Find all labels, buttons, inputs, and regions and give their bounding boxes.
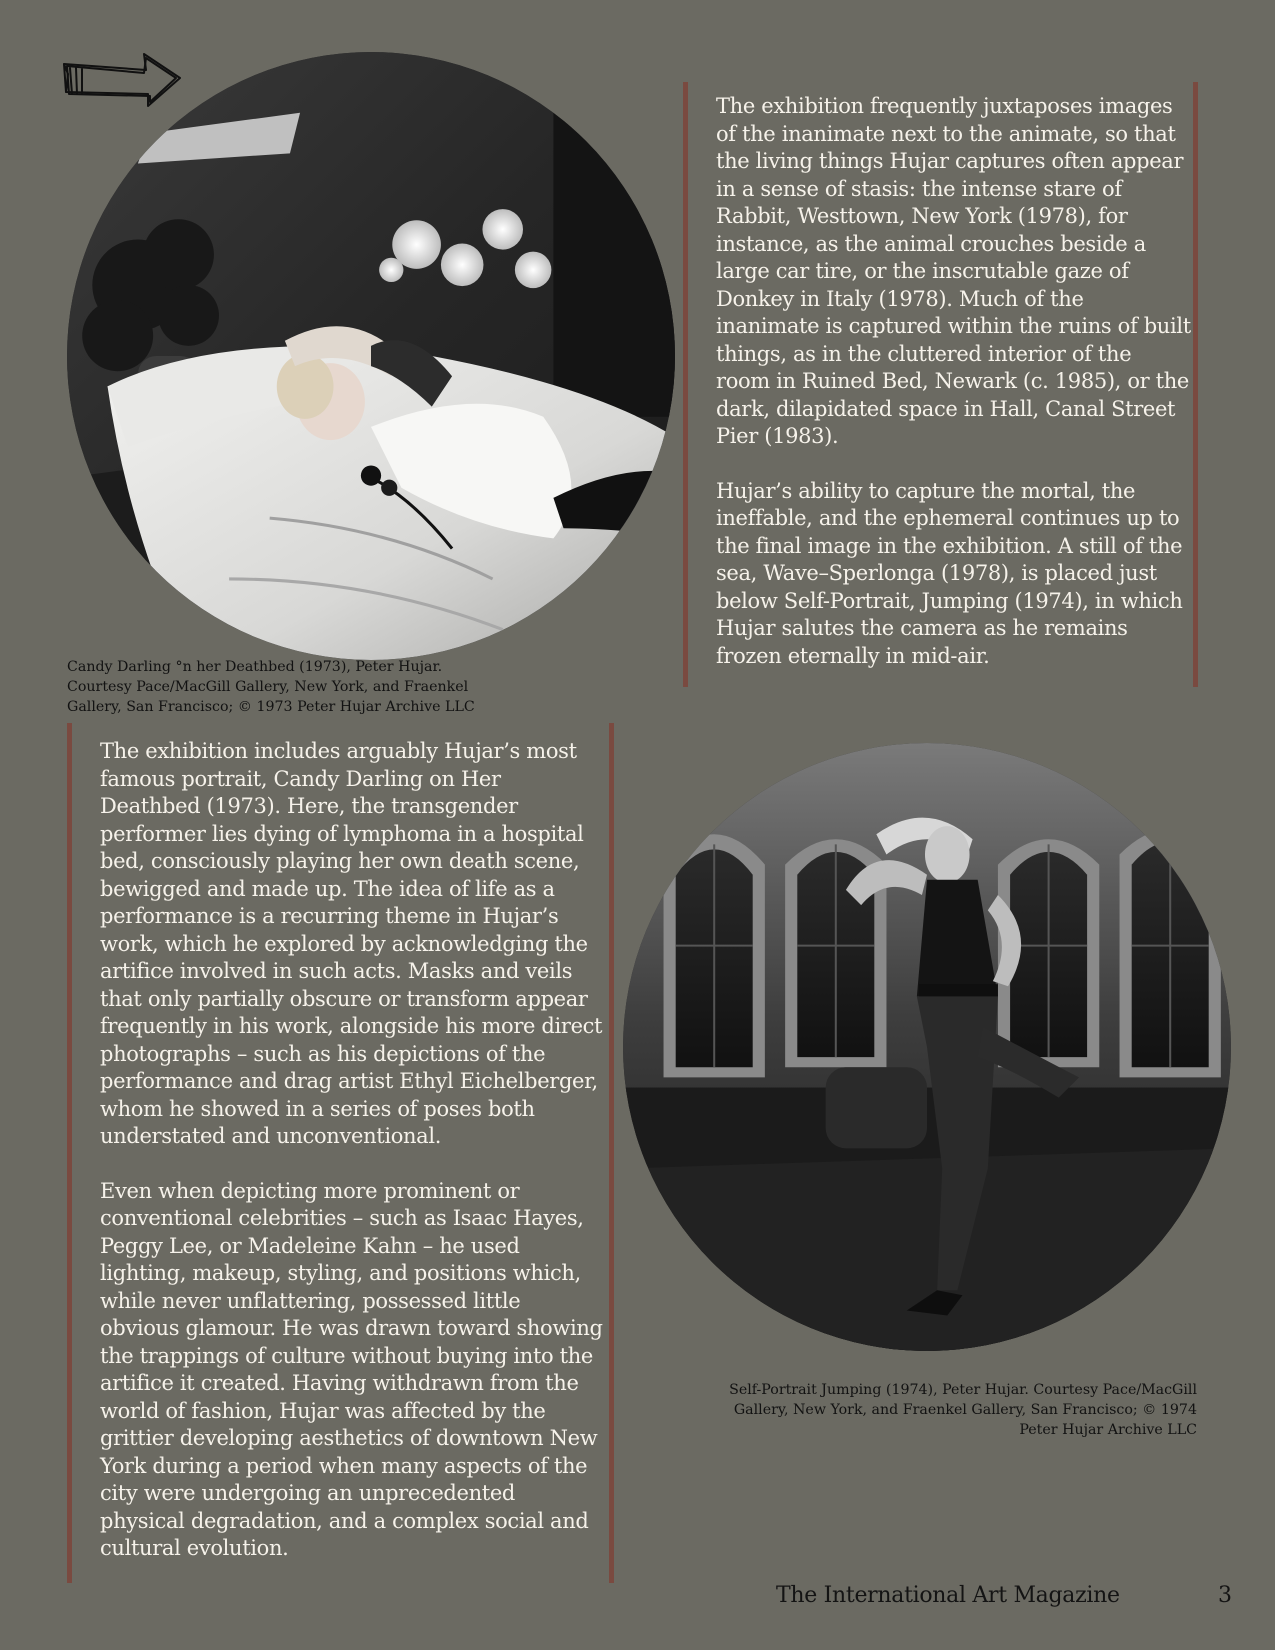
magazine-title: The International Art Magazine xyxy=(776,1583,1120,1608)
candy-darling-caption: Candy Darling °n her Deathbed (1973), Peter Hujar. Courtesy Pace/MacGill Gallery, New York, and Fraenkel Gallery, San Francisco; © 1973 Peter Hujar Archive LLC xyxy=(67,659,475,715)
article-column-bottom-left xyxy=(67,723,614,1583)
article-column-top-right xyxy=(683,82,1198,687)
paragraph-candy-darling: The exhibition includes arguably Hujar’s most famous portrait, Candy Darling on Her Deathbed (1973). Here, the transgender performer lies dying of lymphoma in a hospital bed, consciously playing her own death scene, bewigged and made up. The idea of life as a performance is a recurring theme in Hujar’s work, which he explored by acknowledging the artifice involved in such acts. Masks and veils that only partially obscure or transform appear frequently in his work, alongside his more direct photographs – such as his depictions of the performance and drag artist Ethyl Eichelberger, whom he showed in a series of poses both understated and unconventional. xyxy=(100,739,603,1148)
paragraph-final-image: Hujar’s ability to capture the mortal, the ineffable, and the ephemeral continues up to the final image in the exhibition. A still of the sea, Wave–Sperlonga (1978), is placed just below Self-Portrait, Jumping (1974), in which Hujar salutes the camera as he remains frozen eternally in mid-air. xyxy=(716,478,1183,668)
candy-darling-photo xyxy=(67,52,675,660)
self-portrait-caption: Self-Portrait Jumping (1974), Peter Hujar. Courtesy Pace/MacGill Gallery, New York, and Fraenkel Gallery, San Francisco; © 1974 Peter Hujar Archive LLC xyxy=(729,1382,1197,1438)
right-arrow-icon xyxy=(60,50,186,114)
paragraph-celebrities: Even when depicting more prominent or conventional celebrities – such as Isaac Hayes, Peggy Lee, or Madeleine Kahn – he used lighting, makeup, styling, and positions which, while never unflattering, possessed little obvious glamour. He was drawn toward showing the trappings of culture without buying into the artifice it created. Having withdrawn from the world of fashion, Hujar was affected by the grittier developing aesthetics of downtown New York during a period when many aspects of the city were undergoing an unprecedented physical degradation, and a complex social and cultural evolution. xyxy=(100,1178,603,1560)
self-portrait-jumping-photo xyxy=(623,743,1231,1351)
page-number: 3 xyxy=(1218,1583,1232,1608)
paragraph-inanimate: The exhibition frequently juxtaposes images of the inanimate next to the animate, so that the living things Hujar captures often appear in a sense of stasis: the intense stare of Rabbit, Westtown, New York (1978), for instance, as the animal crouches beside a large car tire, or the inscrutable gaze of Donkey in Italy (1978). Much of the inanimate is captured within the ruins of built things, as in the cluttered interior of the room in Ruined Bed, Newark (c. 1985), or the dark, dilapidated space in Hall, Canal Street Pier (1983). xyxy=(716,94,1191,448)
